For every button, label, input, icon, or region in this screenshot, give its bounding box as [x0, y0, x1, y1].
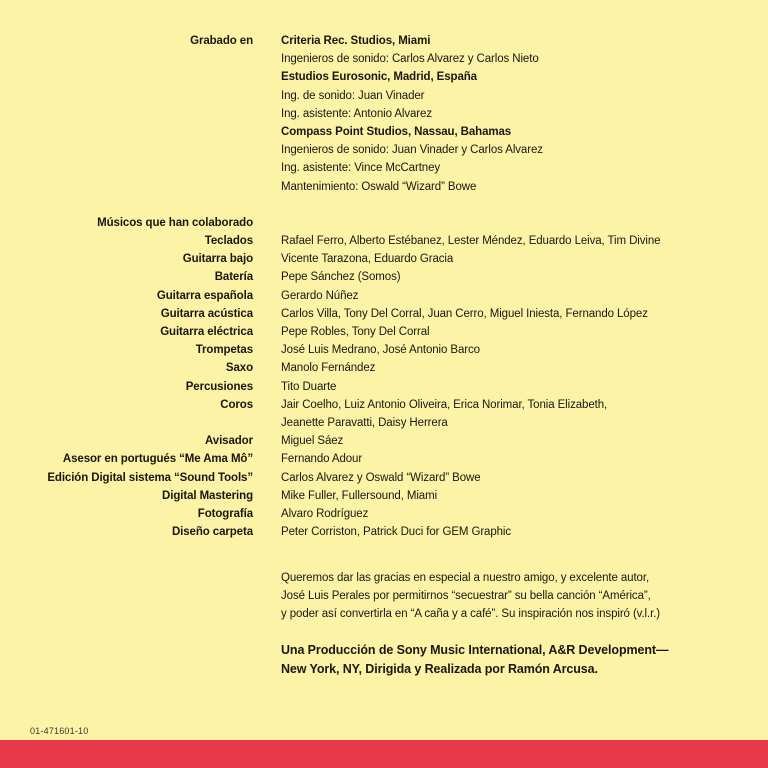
credit-row — [0, 414, 768, 432]
credit-names: Fernando Adour — [281, 453, 363, 466]
credit-names: Miguel Sáez — [281, 435, 344, 448]
credit-role: Asesor en portugués “Me Ama Mô” — [62, 453, 253, 466]
catalog-number: 01-471601-10 — [30, 726, 89, 736]
credit-row — [0, 232, 768, 250]
credit-names: Jeanette Paravatti, Daisy Herrera — [281, 417, 448, 429]
thanks-line: José Luis Perales por permitirnos “secuestrar” su bella canción “América”, — [281, 590, 651, 602]
credit-role: Teclados — [204, 235, 253, 247]
credit-row — [0, 323, 768, 341]
credit-row — [0, 450, 768, 468]
production-line: Una Producción de Sony Music International, A&R Development— — [281, 643, 669, 657]
credit-names: Carlos Villa, Tony Del Corral, Juan Cerro, Miguel Iniesta, Fernando López — [281, 307, 648, 320]
studio-name: Estudios Eurosonic, Madrid, España — [281, 71, 477, 84]
credit-role: Diseño carpeta — [171, 526, 253, 539]
recording-row — [0, 87, 768, 105]
credit-role: Edición Digital sistema “Sound Tools” — [47, 471, 253, 484]
credit-names: Rafael Ferro, Alberto Estébanez, Lester Méndez, Eduardo Leiva, Tim Divine — [281, 235, 661, 247]
recording-row — [0, 32, 768, 50]
studio-name: Criteria Rec. Studios, Miami — [281, 35, 431, 47]
studio-detail: Ingenieros de sonido: Juan Vinader y Carlos Alvarez — [281, 144, 543, 157]
credit-names: Jair Coelho, Luiz Antonio Oliveira, Erica Norimar, Tonia Elizabeth, — [281, 398, 608, 411]
studio-name: Compass Point Studios, Nassau, Bahamas — [281, 126, 512, 138]
credit-role: Batería — [214, 271, 253, 284]
credit-names: Vicente Tarazona, Eduardo Gracia — [281, 253, 454, 266]
credit-role: Digital Mastering — [162, 489, 253, 502]
credit-role: Coros — [220, 398, 253, 411]
credit-role: Fotografía — [197, 508, 253, 520]
credit-row — [0, 523, 768, 541]
credit-row — [0, 396, 768, 414]
credit-role: Saxo — [225, 362, 253, 375]
credit-row — [0, 487, 768, 505]
credit-names: Alvaro Rodríguez — [281, 508, 369, 520]
credit-role: Guitarra bajo — [182, 253, 253, 266]
bottom-color-band — [0, 740, 768, 768]
credit-role: Percusiones — [185, 380, 253, 393]
credit-names: Manolo Fernández — [281, 362, 376, 375]
credit-row — [0, 341, 768, 359]
credit-role: Avisador — [205, 435, 253, 448]
musicians-heading: Músicos que han colaborado — [97, 217, 253, 229]
credit-names: Peter Corriston, Patrick Duci for GEM Graphic — [281, 526, 512, 539]
credit-role: Guitarra eléctrica — [160, 326, 253, 338]
studio-detail: Ing. asistente: Antonio Alvarez — [281, 107, 432, 120]
credit-names: Gerardo Núñez — [281, 289, 359, 302]
credit-names: Carlos Alvarez y Oswald “Wizard” Bowe — [281, 471, 481, 484]
credit-names: Pepe Robles, Tony Del Corral — [281, 326, 430, 338]
credit-row — [0, 287, 768, 305]
recording-label: Grabado en — [190, 35, 253, 47]
production-credit — [281, 641, 668, 679]
credit-row — [0, 250, 768, 268]
musicians-heading-row — [0, 214, 768, 232]
credit-row — [0, 305, 768, 323]
recording-row — [0, 105, 768, 123]
studio-detail: Ing. de sonido: Juan Vinader — [281, 89, 425, 102]
studio-detail: Mantenimiento: Oswald “Wizard” Bowe — [281, 180, 477, 193]
thanks-line: Queremos dar las gracias en especial a nuestro amigo, y excelente autor, — [281, 572, 650, 584]
recording-row — [0, 68, 768, 86]
credit-names: José Luis Medrano, José Antonio Barco — [281, 344, 480, 357]
studio-detail: Ingenieros de sonido: Carlos Alvarez y Carlos Nieto — [281, 53, 539, 66]
credit-role: Guitarra española — [156, 289, 253, 302]
recording-row — [0, 50, 768, 68]
credit-row — [0, 469, 768, 487]
credit-row — [0, 359, 768, 377]
recording-row — [0, 123, 768, 141]
credit-row — [0, 378, 768, 396]
credit-names: Mike Fuller, Fullersound, Miami — [281, 489, 438, 502]
recording-row — [0, 178, 768, 196]
credit-row — [0, 432, 768, 450]
credit-row — [0, 268, 768, 286]
production-line: New York, NY, Dirigida y Realizada por Ramón Arcusa. — [281, 662, 598, 676]
recording-row — [0, 159, 768, 177]
studio-detail: Ing. asistente: Vince McCartney — [281, 162, 441, 175]
credit-names: Pepe Sánchez (Somos) — [281, 271, 401, 284]
credit-row — [0, 505, 768, 523]
credit-names: Tito Duarte — [281, 380, 337, 393]
thanks-line: y poder así convertirla en “A caña y a café”. Su inspiración nos inspiró (v.l.r.) — [281, 608, 661, 620]
recording-row — [0, 141, 768, 159]
thanks-paragraph — [281, 569, 660, 623]
credit-role: Trompetas — [195, 344, 253, 357]
credit-role: Guitarra acústica — [160, 307, 253, 320]
